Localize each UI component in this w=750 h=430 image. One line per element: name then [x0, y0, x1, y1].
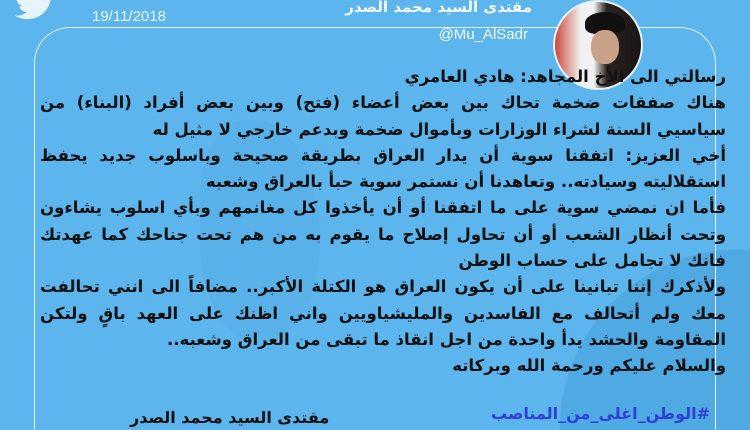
tweet-body [40, 64, 726, 380]
signature: مقتدى السيد محمد الصدر [130, 408, 330, 427]
hashtag-link[interactable]: #الوطن_اغلى_من_المناصب [491, 404, 710, 423]
message-paragraph: أخي العزيز: اتفقنا سوية أن يدار العراق بطريقة صحيحة وباسلوب جديد يحفظ استقلاليته وسيادته.. وتعاهدنا أن نستمر سوية حبأ بالعراق وشعبه [40, 145, 726, 192]
message-closing: والسلام عليكم ورحمة الله وبركاته [452, 356, 726, 376]
message-paragraph: هناك صفقات ضخمة تحاك بين بعض أعضاء (فتح) وبين بعض أفراد (البناء) من سياسيي السنة لشراء الوزارات وبأموال ضخمة وبدعم خارجي لا مثيل له [40, 93, 726, 139]
tweet-date: 19/11/2018 [88, 8, 170, 25]
author-handle[interactable]: @Mu_AlSadr [438, 26, 528, 43]
author-name: مقتدى السيد محمد الصدر [345, 0, 532, 16]
avatar-face [591, 30, 619, 64]
message-paragraph: فأما ان نمضي سوية على ما اتفقنا أو أن يأخذوا كل مغانمهم وبأي اسلوب يشاءون وتحت أنظار الشعب أو أن تحاول إصلاح ما يقوم به من هم تحت جناحك كما عهدتك فانك لا تجامل على حساب الوطن [40, 198, 726, 271]
message-paragraph: ولأذكرك إننا تبانينا على أن يكون العراق هو الكتلة الأكبر.. مضافاً الى انني تحالفت معك ولم أتحالف مع الفاسدين والمليشياويين واني اظنك على العهد باقٍ ولتكن المقاومة والحشد يدأ واحدة من اجل انقاذ ما تبقى من العراق وشعبه.. [40, 277, 726, 349]
message-greeting: رسالتي الى الأخ المجاهد: هادي العامري [404, 67, 726, 86]
twitter-bird-icon [12, 0, 58, 16]
